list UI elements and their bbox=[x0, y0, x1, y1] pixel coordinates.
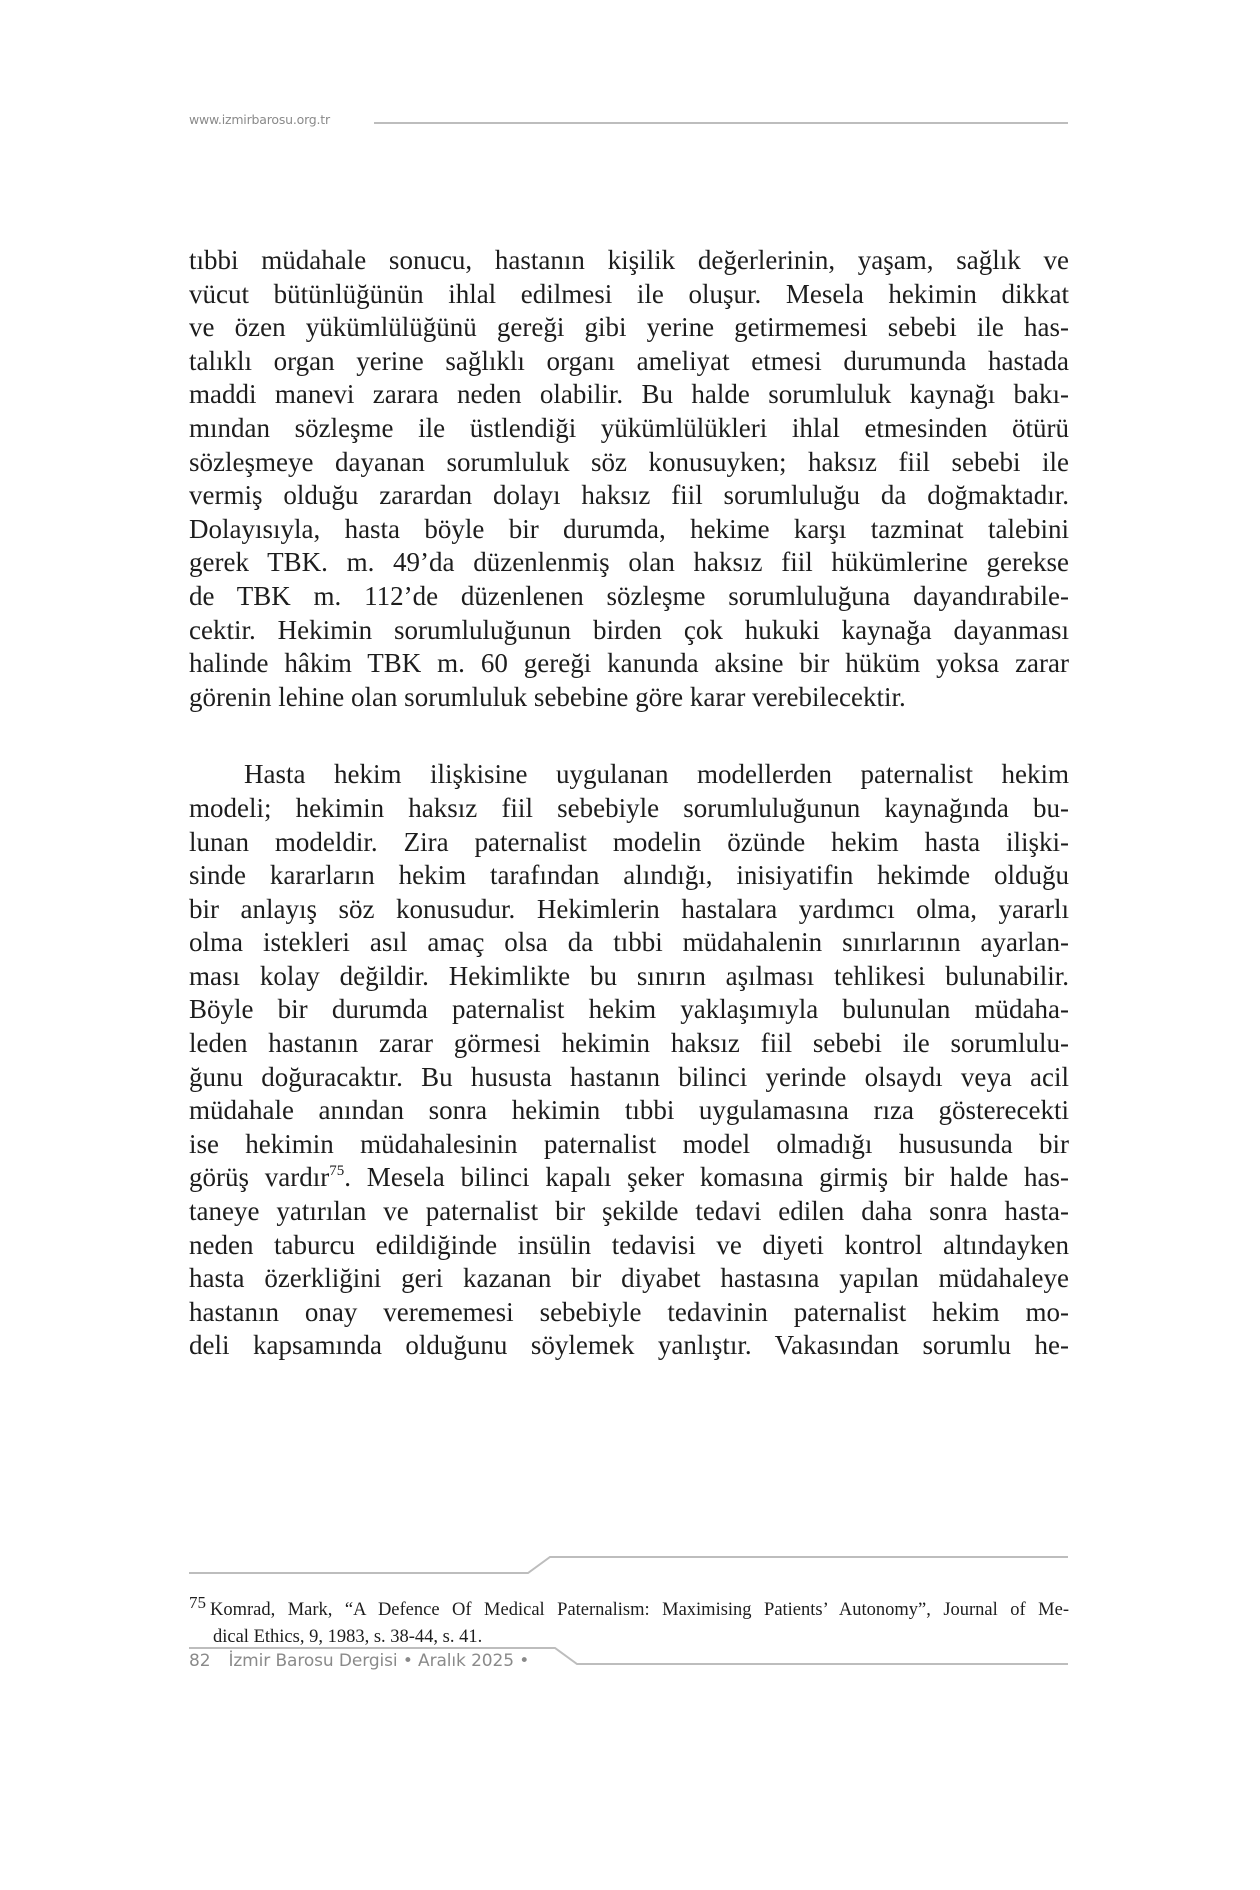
text-line: ğunu doğuracaktır. Bu hususta hastanın bilinci yerinde olsaydı veya acil bbox=[189, 1061, 1069, 1092]
text-line: hasta özerkliğini geri kazanan bir diyabet hastasına yapılan müdahaleye bbox=[189, 1263, 1069, 1294]
text-line: talıklı organ yerine sağlıklı organı ameliyat etmesi durumunda hastada bbox=[189, 345, 1069, 376]
text-line: görenin lehine olan sorumluluk sebebine göre karar verebilecektir. bbox=[189, 681, 906, 712]
text-line: mından sözleşme ile üstlendiği yükümlülükleri ihlal etmesinden ötürü bbox=[189, 412, 1069, 443]
text-line: olma istekleri asıl amaç olsa da tıbbi müdahalenin sınırlarının ayarlan- bbox=[189, 927, 1069, 958]
footnote-line-2: dical Ethics, 9, 1983, s. 38-44, s. 41. bbox=[213, 1627, 483, 1647]
text-line: hastanın onay verememesi sebebiyle tedavinin paternalist hekim mo- bbox=[189, 1296, 1069, 1327]
text-line: ise hekimin müdahalesinin paternalist model olmadığı hususunda bir bbox=[189, 1128, 1069, 1159]
text-line: Dolayısıyla, hasta böyle bir durumda, hekime karşı tazminat talebini bbox=[189, 513, 1069, 544]
text-line: modeli; hekimin haksız fiil sebebiyle sorumluluğunun kaynağında bu- bbox=[189, 792, 1069, 823]
paragraph-1 bbox=[189, 244, 1069, 714]
page-footer bbox=[189, 1651, 529, 1671]
footnote-number: 75 bbox=[189, 1593, 206, 1612]
header-url: www.izmirbarosu.org.tr bbox=[189, 112, 330, 127]
body-text bbox=[189, 244, 1069, 1363]
page-number: 82 bbox=[189, 1651, 211, 1671]
text-line-with-footnote-ref bbox=[189, 1161, 1069, 1195]
text-line: Hasta hekim ilişkisine uygulanan modellerden paternalist hekim bbox=[244, 759, 1069, 790]
journal-info: İzmir Barosu Dergisi • Aralık 2025 • bbox=[228, 1651, 530, 1671]
text-line: ması kolay değildir. Hekimlikte bu sınırın aşılması tehlikesi bulunabilir. bbox=[189, 960, 1069, 991]
text-segment: görüş vardır bbox=[189, 1162, 330, 1193]
text-line: neden taburcu edildiğinde insülin tedavisi ve diyeti kontrol altındayken bbox=[189, 1229, 1069, 1260]
text-line: halinde hâkim TBK m. 60 gereği kanunda aksine bir hüküm yoksa zarar bbox=[189, 648, 1069, 679]
text-line: sinde kararların hekim tarafından alındığı, inisiyatifin hekimde olduğu bbox=[189, 860, 1069, 891]
text-line: deli kapsamında olduğunu söylemek yanlıştır. Vakasından sorumlu he- bbox=[189, 1330, 1069, 1361]
text-line: taneye yatırılan ve paternalist bir şekilde tedavi edilen daha sonra hasta- bbox=[189, 1196, 1069, 1227]
footnote-separator bbox=[189, 1557, 1068, 1573]
text-line: cektir. Hekimin sorumluluğunun birden çok hukuki kaynağa dayanması bbox=[189, 614, 1069, 645]
footnote bbox=[189, 1589, 1069, 1651]
footnote-text-1: Komrad, Mark, “A Defence Of Medical Paternalism: Maximising Patients’ Autonomy”, Journal of Me- bbox=[210, 1600, 1069, 1620]
footnote-line-1 bbox=[189, 1589, 1069, 1624]
text-line: bir anlayış söz konusudur. Hekimlerin hastalara yardımcı olma, yararlı bbox=[189, 893, 1069, 924]
text-line: gerek TBK. m. 49’da düzenlenmiş olan haksız fiil hükümlerine gerekse bbox=[189, 547, 1069, 578]
text-line: leden hastanın zarar görmesi hekimin haksız fiil sebebi ile sorumlulu- bbox=[189, 1028, 1069, 1059]
text-line: de TBK m. 112’de düzenlenen sözleşme sorumluluğuna dayandırabile- bbox=[189, 580, 1069, 611]
text-line: müdahale anından sonra hekimin tıbbi uygulamasına rıza gösterecekti bbox=[189, 1095, 1069, 1126]
text-line: vermiş olduğu zarardan dolayı haksız fiil sorumluluğu da doğmaktadır. bbox=[189, 480, 1069, 511]
text-line: lunan modeldir. Zira paternalist modelin özünde hekim hasta ilişki- bbox=[189, 826, 1069, 857]
text-line: tıbbi müdahale sonucu, hastanın kişilik değerlerinin, yaşam, sağlık ve bbox=[189, 245, 1069, 275]
text-line: vücut bütünlüğünün ihlal edilmesi ile oluşur. Mesela hekimin dikkat bbox=[189, 278, 1069, 309]
text-line: sözleşmeye dayanan sorumluluk söz konusuyken; haksız fiil sebebi ile bbox=[189, 446, 1069, 477]
text-line: Böyle bir durumda paternalist hekim yaklaşımıyla bulunulan müdaha- bbox=[189, 994, 1069, 1025]
text-segment: . Mesela bilinci kapalı şeker komasına girmiş bir halde has- bbox=[344, 1162, 1069, 1193]
text-line: maddi manevi zarara neden olabilir. Bu halde sorumluluk kaynağı bakı- bbox=[189, 379, 1069, 410]
text-line: ve özen yükümlülüğünü gereği gibi yerine getirmemesi sebebi ile has- bbox=[189, 312, 1069, 343]
paragraph-2 bbox=[189, 758, 1069, 1363]
footnote-ref-75[interactable]: 75 bbox=[329, 1163, 345, 1180]
